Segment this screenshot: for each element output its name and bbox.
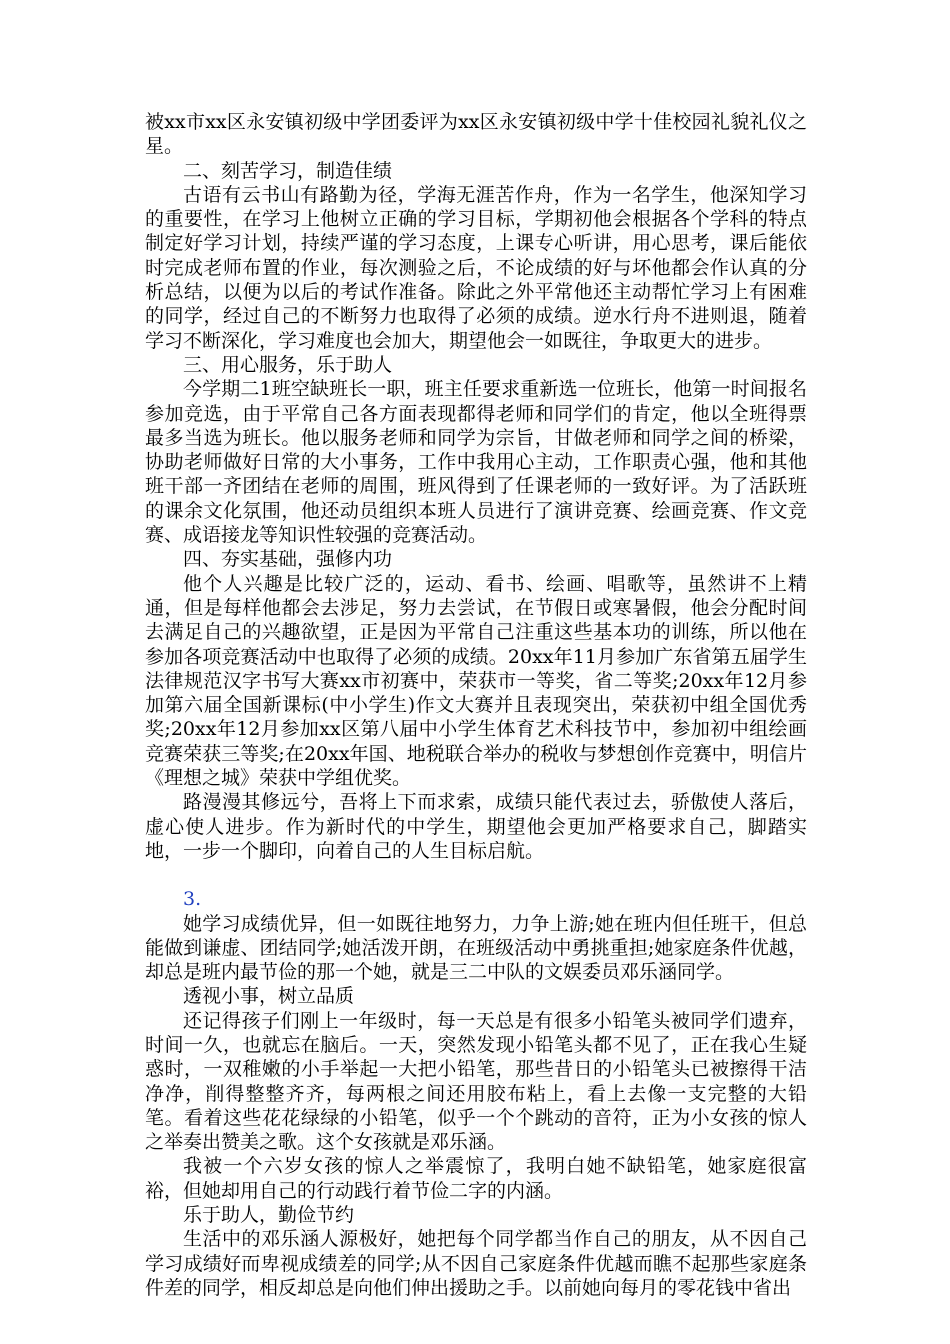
section-number: 3. [183,888,202,911]
subheading-helpful: 乐于助人，勤俭节约 [183,1204,355,1227]
paragraph-interests: 他个人兴趣是比较广泛的，运动、看书、绘画、唱歌等，虽然讲不上精通，但是每样他都会去涉足，努力去尝试，在节假日或寒暑假，他会分配时间去满足自己的兴趣欲望，正是因为平常自己注重这些基本功的训练，所以他在参加各项竞赛活动中也取得了必须的成绩。20xx年11月参加广东省第五届学生法律规范汉字书写大赛xx市初赛中，荣获市一等奖，省二等奖;20xx年12月参加第六届全国新课标(中小学生)作文大赛并且表现突出，荣获初中组全国优秀奖;20xx年12月参加xx区第八届中小学生体育艺术科技节中，参加初中组绘画竞赛荣获三等奖;在20xx年国、地税联合举办的税收与梦想创作竞赛中，明信片《理想之城》荣获中学组优奖。 [145,572,807,790]
section-heading-4: 四、夯实基础，强修内功 [183,548,393,571]
paragraph-student-intro: 她学习成绩优异，但一如既往地努力，力争上游;她在班内但任班干，但总能做到谦虚、团结同学;她活泼开朗，在班级活动中勇挑重担;她家庭条件优越，却总是班内最节俭的那一个她，就是三二中队的文娱委员邓乐涵同学。 [145,912,807,984]
paragraph-study: 古语有云书山有路勤为径，学海无涯苦作舟，作为一名学生，他深知学习的重要性，在学习上他树立正确的学习目标，学期初他会根据各个学科的特点制定好学习计划，持续严谨的学习态度，上课专心听讲，用心思考，课后能依时完成老师布置的作业，每次测验之后，不论成绩的好与坏他都会作认真的分析总结，以便为以后的考试作准备。除此之外平常他还主动帮忙学习上有困难的同学，经过自己的不断努力也取得了必须的成绩。逆水行舟不进则退，随着学习不断深化，学习难度也会加大，期望他会一如既往，争取更大的进步。 [145,183,807,352]
section-heading-3: 三、用心服务，乐于助人 [183,353,393,376]
document-body [145,110,807,1300]
paragraph-service: 今学期二1班空缺班长一职，班主任要求重新选一位班长，他第一时间报名参加竞选，由于平常自己各方面表现都得老师和同学们的肯定，他以全班得票最多当选为班长。他以服务老师和同学为宗旨，甘做老师和同学之间的桥梁，协助老师做好日常的大小事务，工作中我用心主动，工作职责心强，他和其他班干部一齐团结在老师的周围，班风得到了任课老师的一致好评。为了活跃班的课余文化氛围，他还动员组织本班人员进行了演讲竞赛、绘画竞赛、作文竞赛、成语接龙等知识性较强的竞赛活动。 [145,378,807,547]
paragraph-closing: 路漫漫其修远兮，吾将上下而求索，成绩只能代表过去，骄傲使人落后，虚心使人进步。作为新时代的中学生，期望他会更加严格要求自己，脚踏实地，一步一个脚印，向着自己的人生目标启航。 [145,791,807,862]
paragraph-helpful: 生活中的邓乐涵人源极好，她把每个同学都当作自己的朋友，从不因自己学习成绩好而卑视成绩差的同学;从不因自己家庭条件优越而瞧不起那些家庭条件差的同学，相反却总是向他们伸出援助之手。以前她向每月的零花钱中省出 [145,1228,807,1299]
paragraph-shocked: 我被一个六岁女孩的惊人之举震惊了，我明白她不缺铅笔，她家庭很富裕，但她却用自己的行动践行着节俭二字的内涵。 [145,1155,807,1202]
paragraph-intro: 被xx市xx区永安镇初级中学团委评为xx区永安镇初级中学十佳校园礼貌礼仪之星。 [145,111,807,158]
subheading-small-things: 透视小事，树立品质 [183,985,355,1008]
paragraph-pencils: 还记得孩子们刚上一年级时，每一天总是有很多小铅笔头被同学们遗弃，时间一久，也就忘在脑后。一天，突然发现小铅笔头都不见了，正在我心生疑惑时，一双稚嫩的小手举起一大把小铅笔，那些昔日的小铅笔头已被擦得干洁净净，削得整整齐齐，每两根之间还用胶布粘上，看上去像一支完整的大铅笔。看着这些花花绿绿的小铅笔，似乎一个个跳动的音符，正为小女孩的惊人之举奏出赞美之歌。这个女孩就是邓乐涵。 [145,1009,807,1154]
section-heading-2: 二、刻苦学习，制造佳绩 [183,159,393,182]
blank-line [145,863,807,887]
